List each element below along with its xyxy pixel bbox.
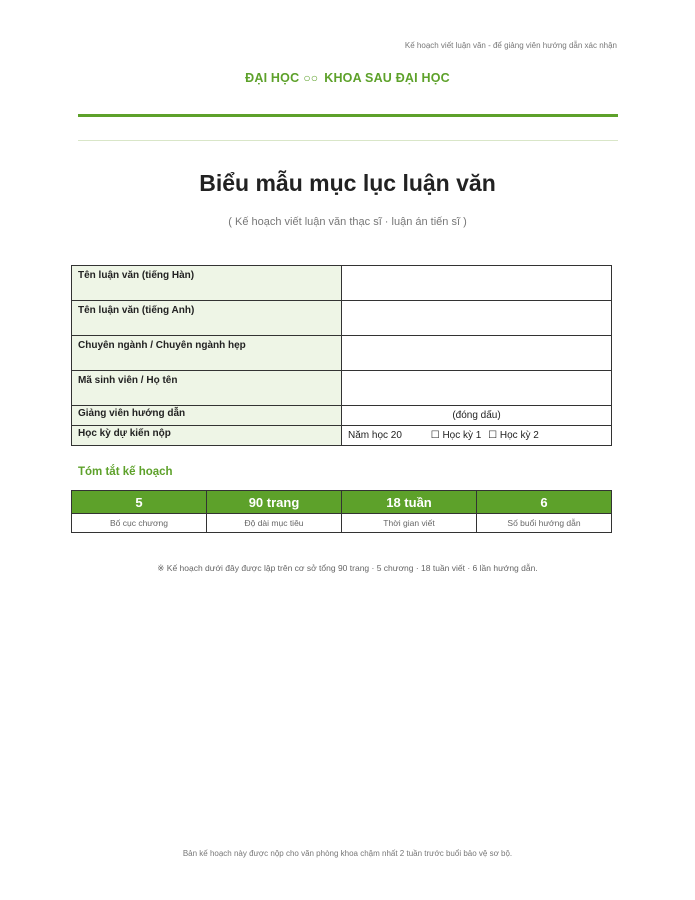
info-label: Mã sinh viên / Họ tên	[72, 371, 342, 406]
info-row-major	[72, 336, 612, 371]
info-row-semester	[72, 426, 612, 446]
top-note: Kế hoạch viết luận văn - để giảng viên hướng dẫn xác nhận	[404, 41, 617, 50]
page-subtitle: ( Kế hoạch viết luận văn thạc sĩ · luận án tiến sĩ )	[228, 216, 467, 228]
footer-note: Bản kế hoạch này được nộp cho văn phòng khoa chậm nhất 2 tuần trước buổi bảo vệ sơ bộ.	[182, 849, 513, 858]
summary-value: 18 tuần	[342, 491, 477, 514]
major-field[interactable]	[342, 336, 612, 371]
info-label: Tên luận văn (tiếng Anh)	[72, 301, 342, 336]
summary-captions-row	[72, 514, 612, 533]
summary-table	[71, 490, 612, 533]
info-label: Chuyên ngành / Chuyên ngành hẹp	[72, 336, 342, 371]
summary-value: 6	[477, 491, 612, 514]
info-row-student	[72, 371, 612, 406]
summary-caption: Độ dài mục tiêu	[207, 514, 342, 533]
summary-section-title: Tóm tắt kế hoạch	[78, 466, 173, 478]
semester-1-checkbox[interactable]: ☐ Học kỳ 1	[430, 430, 482, 441]
summary-caption: Bố cục chương	[72, 514, 207, 533]
university-name: ĐẠI HỌC	[245, 71, 300, 85]
student-field[interactable]	[342, 371, 612, 406]
thesis-title-english-field[interactable]	[342, 301, 612, 336]
header-divider	[78, 114, 618, 117]
info-row-thesis-title-korean	[72, 266, 612, 301]
semester-2-checkbox[interactable]: ☐ Học kỳ 2	[488, 430, 539, 441]
header-divider-thin	[78, 140, 618, 141]
info-label: Giảng viên hướng dẫn	[72, 406, 342, 426]
thesis-title-korean-field[interactable]	[342, 266, 612, 301]
faculty-name: KHOA SAU ĐẠI HỌC	[324, 71, 450, 85]
academic-year-input[interactable]: Năm học 20	[348, 430, 402, 441]
plan-note: ※ Kế hoạch dưới đây được lập trên cơ sở tổng 90 trang · 5 chương · 18 tuần viết · 6 lần hướng dẫn.	[157, 563, 538, 573]
university-header	[0, 71, 695, 85]
info-label: Học kỳ dự kiến nộp	[72, 426, 342, 446]
summary-values-row	[72, 491, 612, 514]
semester-field	[342, 426, 612, 446]
info-label: Tên luận văn (tiếng Hàn)	[72, 266, 342, 301]
summary-value: 90 trang	[207, 491, 342, 514]
summary-value: 5	[72, 491, 207, 514]
university-mark: ○○	[303, 71, 319, 85]
summary-caption: Thời gian viết	[342, 514, 477, 533]
info-row-thesis-title-english	[72, 301, 612, 336]
summary-caption: Số buổi hướng dẫn	[477, 514, 612, 533]
info-row-advisor	[72, 406, 612, 426]
info-table	[71, 265, 612, 446]
page-title: Biểu mẫu mục lục luận văn	[199, 170, 496, 196]
advisor-field[interactable]: (đóng dấu)	[342, 406, 612, 426]
